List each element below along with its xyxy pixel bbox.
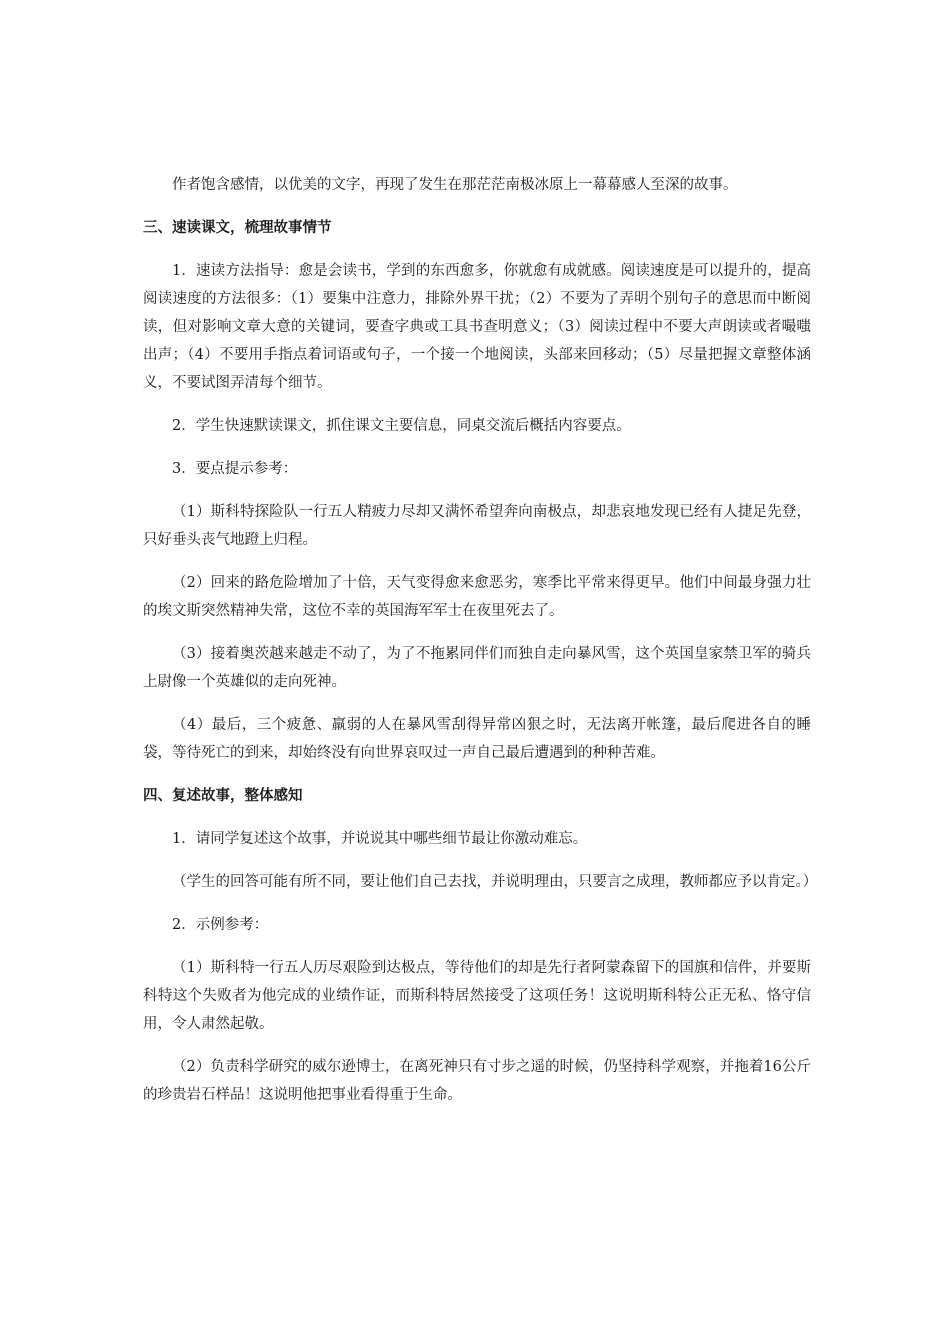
body-paragraph: （1）斯科特一行五人历尽艰险到达极点，等待他们的却是先行者阿蒙森留下的国旗和信件，并要斯科特这个失败者为他完成的业绩作证，而斯科特居然接受了这项任务！这说明斯科特公正无私、恪守信用，令人肃然起敬。 xyxy=(143,960,811,1032)
document-body xyxy=(143,171,818,1124)
body-paragraph: （2）负责科学研究的威尔逊博士，在离死神只有寸步之遥的时候，仍坚持科学观察，并拖着16公斤的珍贵岩石样品！这说明他把事业看得重于生命。 xyxy=(143,1059,811,1103)
body-paragraph: 3．要点提示参考： xyxy=(172,461,298,477)
body-paragraph: （4）最后，三个疲惫、羸弱的人在暴风雪刮得异常凶狠之时，无法离开帐篷，最后爬进各自的睡袋，等待死亡的到来，却始终没有向世界哀叹过一声自己最后遭遇到的种种苦难。 xyxy=(143,717,811,761)
section-heading: 四、复述故事，整体感知 xyxy=(143,788,303,804)
body-paragraph: （3）接着奥茨越来越走不动了，为了不拖累同伴们而独自走向暴风雪，这个英国皇家禁卫军的骑兵上尉像一个英雄似的走向死神。 xyxy=(143,646,811,690)
body-paragraph: 1．请同学复述这个故事，并说说其中哪些细节最让你激动难忘。 xyxy=(172,831,588,847)
body-paragraph: 2．学生快速默读课文，抓住课文主要信息，同桌交流后概括内容要点。 xyxy=(172,418,631,434)
body-paragraph: 2．示例参考： xyxy=(172,917,269,933)
body-paragraph: 1．速读方法指导：愈是会读书，学到的东西愈多，你就愈有成就感。阅读速度是可以提升的，提高阅读速度的方法很多：（1）要集中注意力，排除外界干扰；（2）不要为了弄明个别句子的意思而中断阅读，但对影响文章大意的关键词，要查字典或工具书查明意义；（3）阅读过程中不要大声朗读或者嘬嗤出声；（4）不要用手指点着词语或句子，一个接一个地阅读，头部来回移动；（5）尽量把握文章整体涵义，不要试图弄清每个细节。 xyxy=(143,263,811,391)
body-paragraph: （2）回来的路危险增加了十倍，天气变得愈来愈恶劣，寒季比平常来得更早。他们中间最身强力壮的埃文斯突然精神失常，这位不幸的英国海军军士在夜里死去了。 xyxy=(143,575,811,619)
section-heading: 三、速读课文，梳理故事情节 xyxy=(143,220,332,236)
body-paragraph: （1）斯科特探险队一行五人精疲力尽却又满怀希望奔向南极点，却悲哀地发现已经有人捷足先登，只好垂头丧气地蹬上归程。 xyxy=(143,504,811,548)
body-paragraph: （学生的回答可能有所不同，要让他们自己去找，并说明理由，只要言之成理，教师都应予以肯定。） xyxy=(172,874,818,890)
body-paragraph: 作者饱含感情，以优美的文字，再现了发生在那茫茫南极冰原上一幕幕感人至深的故事。 xyxy=(172,177,738,193)
